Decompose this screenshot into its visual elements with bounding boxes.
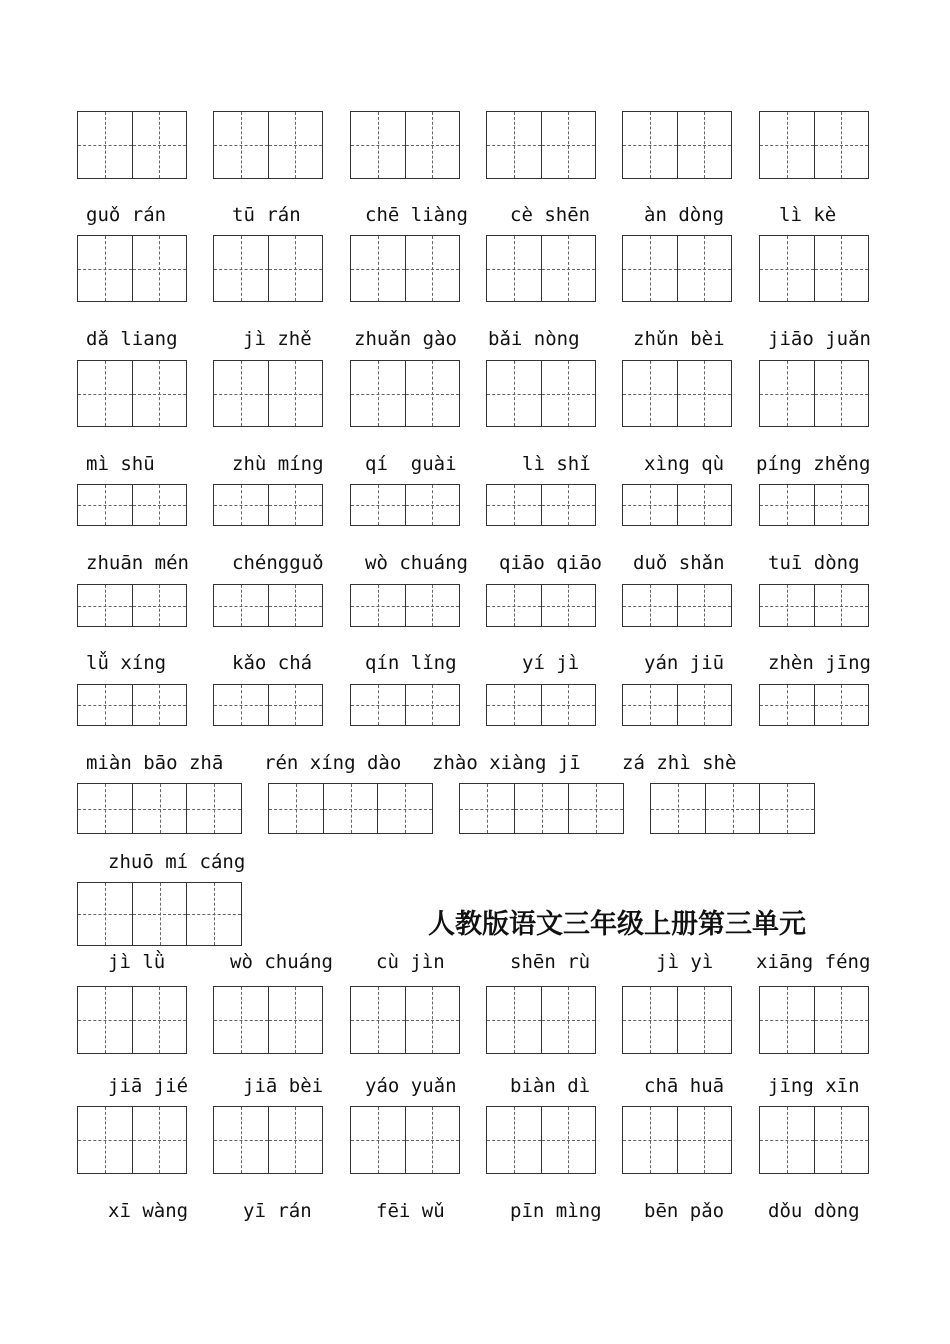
writing-grid[interactable]	[486, 684, 596, 726]
pinyin-label: lì kè	[779, 204, 837, 226]
pinyin-label: miàn bāo zhā	[86, 752, 224, 774]
writing-grid[interactable]	[486, 360, 596, 427]
pinyin-label: píng zhěng	[756, 453, 871, 475]
writing-grid[interactable]	[759, 235, 869, 302]
pinyin-label: zhèn jīng	[768, 652, 871, 674]
writing-grid[interactable]	[622, 360, 732, 427]
pinyin-label: zhù míng	[232, 453, 324, 475]
writing-grid[interactable]	[486, 986, 596, 1054]
writing-grid[interactable]	[350, 1106, 460, 1174]
pinyin-label: lì shǐ	[522, 453, 591, 475]
writing-grid[interactable]	[759, 111, 869, 179]
writing-grid[interactable]	[350, 986, 460, 1054]
writing-grid[interactable]	[622, 684, 732, 726]
writing-grid[interactable]	[459, 783, 624, 834]
writing-grid[interactable]	[622, 584, 732, 627]
pinyin-label: fēi wǔ	[376, 1200, 445, 1222]
pinyin-label: yī rán	[243, 1200, 312, 1222]
unit-title: 人教版语文三年级上册第三单元	[428, 909, 806, 940]
pinyin-label: duǒ shǎn	[633, 552, 725, 574]
pinyin-label: shēn rù	[510, 951, 591, 973]
pinyin-label: guǒ rán	[86, 204, 167, 226]
pinyin-label: bǎi nòng	[488, 328, 580, 350]
writing-grid[interactable]	[622, 986, 732, 1054]
pinyin-label: àn dòng	[644, 204, 725, 226]
pinyin-label: qiāo qiāo	[499, 552, 602, 574]
writing-grid[interactable]	[759, 986, 869, 1054]
writing-grid[interactable]	[759, 484, 869, 526]
pinyin-label: dǎ liang	[86, 328, 178, 350]
pinyin-label: yí jì	[522, 652, 580, 674]
writing-grid[interactable]	[77, 1106, 187, 1174]
writing-grid[interactable]	[213, 684, 323, 726]
writing-grid[interactable]	[77, 684, 187, 726]
writing-grid[interactable]	[213, 484, 323, 526]
pinyin-label: chē liàng	[365, 204, 468, 226]
writing-grid[interactable]	[486, 1106, 596, 1174]
pinyin-label: xìng qù	[644, 453, 725, 475]
writing-grid[interactable]	[350, 484, 460, 526]
pinyin-label: rén xíng dào	[264, 752, 402, 774]
writing-grid[interactable]	[350, 360, 460, 427]
pinyin-label: cè shēn	[510, 204, 591, 226]
pinyin-label: tū rán	[232, 204, 301, 226]
pinyin-label: wò chuáng	[365, 552, 468, 574]
pinyin-label: xī wàng	[108, 1200, 189, 1222]
pinyin-label: zhǔn bèi	[633, 328, 725, 350]
writing-grid[interactable]	[213, 584, 323, 627]
writing-grid[interactable]	[77, 584, 187, 627]
pinyin-label: kǎo chá	[232, 652, 313, 674]
writing-grid[interactable]	[213, 360, 323, 427]
writing-grid[interactable]	[213, 1106, 323, 1174]
writing-grid[interactable]	[77, 484, 187, 526]
writing-grid[interactable]	[486, 584, 596, 627]
writing-grid[interactable]	[759, 684, 869, 726]
pinyin-label: zhào xiàng jī	[432, 752, 581, 774]
writing-grid[interactable]	[759, 584, 869, 627]
pinyin-label: biàn dì	[510, 1075, 591, 1097]
pinyin-label: zhuǎn gào	[354, 328, 457, 350]
pinyin-label: jì zhě	[243, 328, 312, 350]
writing-grid[interactable]	[486, 111, 596, 179]
pinyin-label: bēn pǎo	[644, 1200, 725, 1222]
writing-grid[interactable]	[268, 783, 433, 834]
writing-grid[interactable]	[77, 111, 187, 179]
writing-grid[interactable]	[213, 111, 323, 179]
pinyin-label: jì yì	[656, 951, 714, 973]
writing-grid[interactable]	[77, 783, 242, 834]
pinyin-label: jīng xīn	[768, 1075, 860, 1097]
writing-grid[interactable]	[759, 1106, 869, 1174]
pinyin-label: yán jiū	[644, 652, 725, 674]
writing-grid[interactable]	[622, 1106, 732, 1174]
writing-grid[interactable]	[622, 235, 732, 302]
pinyin-label: jiā jié	[108, 1075, 189, 1097]
writing-grid[interactable]	[77, 235, 187, 302]
pinyin-label: chā huā	[644, 1075, 725, 1097]
pinyin-label: dǒu dòng	[768, 1200, 860, 1222]
writing-grid[interactable]	[77, 882, 242, 946]
pinyin-label: cù jìn	[376, 951, 445, 973]
writing-grid[interactable]	[759, 360, 869, 427]
writing-grid[interactable]	[213, 235, 323, 302]
pinyin-label: qín lǐng	[365, 652, 457, 674]
writing-grid[interactable]	[350, 235, 460, 302]
writing-grid[interactable]	[486, 484, 596, 526]
pinyin-label: zhuō mí cáng	[108, 851, 246, 873]
pinyin-label: qí guài	[365, 453, 457, 475]
writing-grid[interactable]	[650, 783, 815, 834]
writing-grid[interactable]	[350, 584, 460, 627]
writing-grid[interactable]	[350, 684, 460, 726]
pinyin-label: wò chuáng	[230, 951, 333, 973]
writing-grid[interactable]	[350, 111, 460, 179]
pinyin-label: xiāng féng	[756, 951, 871, 973]
pinyin-label: zá zhì shè	[622, 752, 737, 774]
pinyin-label: mì shū	[86, 453, 155, 475]
pinyin-label: jì lǜ	[108, 951, 166, 973]
writing-grid[interactable]	[622, 111, 732, 179]
writing-grid[interactable]	[622, 484, 732, 526]
pinyin-label: pīn mìng	[510, 1200, 602, 1222]
writing-grid[interactable]	[77, 360, 187, 427]
writing-grid[interactable]	[213, 986, 323, 1054]
pinyin-label: tuī dòng	[768, 552, 860, 574]
pinyin-label: chéngguǒ	[232, 552, 324, 574]
pinyin-label: jiā bèi	[243, 1075, 324, 1097]
writing-grid[interactable]	[486, 235, 596, 302]
pinyin-label: yáo yuǎn	[365, 1075, 457, 1097]
pinyin-label: zhuān mén	[86, 552, 189, 574]
writing-grid[interactable]	[77, 986, 187, 1054]
pinyin-label: jiāo juǎn	[768, 328, 871, 350]
pinyin-label: lǚ xíng	[86, 652, 167, 674]
